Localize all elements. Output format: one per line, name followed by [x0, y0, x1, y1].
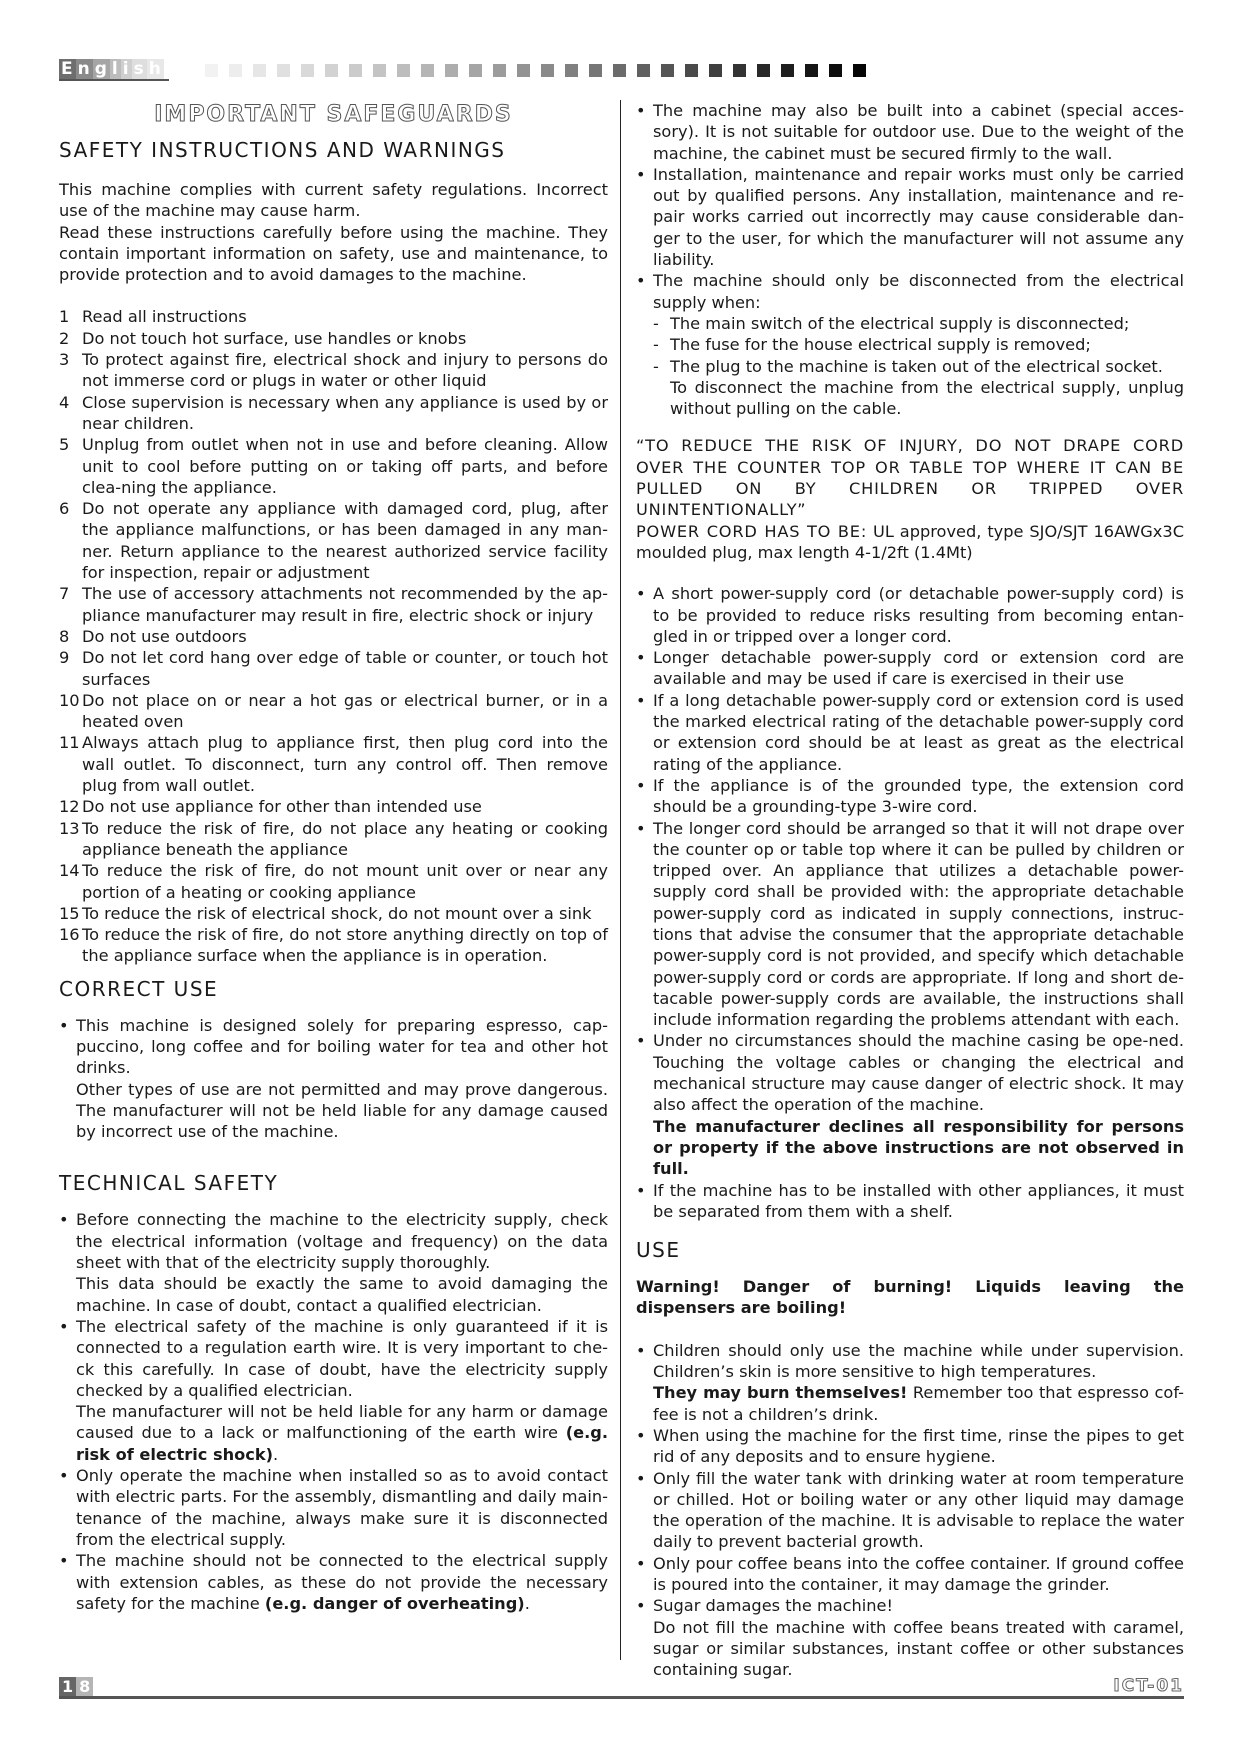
- bullet: •: [59, 1551, 69, 1571]
- item-text: Do not place on or near a hot gas or electrical burner, or in a heated oven: [82, 690, 608, 732]
- dash: -: [653, 335, 659, 355]
- bullet: •: [636, 1468, 646, 1488]
- dash: -: [653, 313, 659, 333]
- bullet: •: [636, 1340, 646, 1360]
- item-number: 12: [59, 797, 80, 817]
- bullet: •: [636, 584, 646, 604]
- item-number: 11: [59, 733, 80, 753]
- header-square: [325, 64, 338, 77]
- bullet: •: [59, 1316, 69, 1336]
- left-column: [59, 100, 608, 1614]
- correct-use-continued: Other types of use are not permitted and may prove dangerous. The manufacturer will not be held liable for any damage caused by incorrect use of the machine.: [76, 1079, 608, 1142]
- cord-text-2: Longer detachable power-supply cord or extension cord are available and may be used if care is exercised in their use: [653, 648, 1184, 689]
- header-square-strip: [205, 64, 866, 77]
- list-item: [59, 626, 608, 647]
- item-text: Always attach plug to appliance first, then plug cord into the wall outlet. To disconnect, turn any control off. Then remove plug from wall outlet.: [82, 733, 608, 796]
- bullet: •: [636, 775, 646, 795]
- use-text-1-continued: [636, 1382, 1184, 1425]
- header-square: [757, 64, 770, 77]
- item-text: The use of accessory attachments not recommended by the ap-pliance manufacturer may result in fire, electric shock or injury: [82, 584, 608, 625]
- list-item: [59, 924, 608, 967]
- use-text-5: Sugar damages the machine!: [653, 1596, 893, 1616]
- item-text: To reduce the risk of fire, do not mount unit over or near any portion of a heating or cooking appliance: [82, 861, 608, 902]
- electric-shock-note: (e.g. risk of electric shock): [76, 1423, 608, 1464]
- item-number: 4: [59, 392, 70, 412]
- use-text-4: Only pour coffee beans into the coffee container. If ground coffee is poured into the container, it may damage the grinder.: [653, 1553, 1184, 1594]
- list-item: [636, 1468, 1184, 1553]
- page-number-digit: 8: [76, 1677, 93, 1697]
- period: .: [273, 1444, 279, 1464]
- list-item: [59, 1316, 608, 1401]
- list-item: [636, 775, 1184, 818]
- correct-use-heading: CORRECT USE: [59, 976, 219, 1001]
- item-text: Read all instructions: [82, 307, 247, 327]
- responsibility-disclaimer: [636, 1116, 1184, 1180]
- list-item: [636, 1180, 1184, 1223]
- extension-cable-text: The machine should not be connected to the electrical supply with extension cables, as these do not provide the necessary safety for the machine: [76, 1551, 608, 1613]
- technical-text-1-continued: This data should be exactly the same to avoid damaging the machine. In case of doubt, contact a qualified electrician.: [76, 1274, 608, 1315]
- header-square: [829, 64, 842, 77]
- list-item: [636, 164, 1184, 270]
- period: .: [524, 1593, 530, 1613]
- model-code: ICT-01: [1113, 1676, 1184, 1696]
- list-item: [636, 1340, 1184, 1383]
- language-underline: [59, 79, 169, 81]
- item-text: Do not use outdoors: [82, 626, 247, 646]
- item-number: 9: [59, 648, 70, 668]
- header-square: [661, 64, 674, 77]
- bullet: •: [636, 1596, 646, 1616]
- installation-text: Installation, maintenance and repair works must only be carried out by qualified persons. Any installation, maintenance and re-pair works carried out incorrectly may cause considerable dan-ger to the user, for which the manufacturer will not assume any liability.: [653, 164, 1184, 270]
- item-text: To reduce the risk of fire, do not store anything directly on top of the appliance surface when the appliance is in operation.: [82, 925, 608, 966]
- dash-text-2: The fuse for the house electrical supply is removed;: [670, 335, 1091, 355]
- technical-safety-heading: TECHNICAL SAFETY: [59, 1171, 279, 1196]
- overheating-note: (e.g. danger of overheating): [264, 1593, 525, 1613]
- bullet: •: [636, 1553, 646, 1573]
- dash-item: [636, 313, 1184, 334]
- header-square: [853, 64, 866, 77]
- item-text: To reduce the risk of electrical shock, do not mount over a sink: [82, 903, 592, 923]
- safety-heading: SAFETY INSTRUCTIONS AND WARNINGS: [59, 138, 506, 162]
- dash-text-3: The plug to the machine is taken out of the electrical socket.: [670, 356, 1163, 376]
- power-cord-text: UL approved, type SJO/SJT 16AWGx3C moulded plug, max length 4-1/2ft (1.4Mt): [636, 521, 1184, 562]
- list-item: [59, 647, 608, 690]
- list-item: [59, 860, 608, 903]
- cord-text-4: If the appliance is of the grounded type, the extension cord should be a grounding-type 3-wire cord.: [653, 775, 1184, 817]
- list-item: [636, 690, 1184, 775]
- correct-use-text: This machine is designed solely for preparing espresso, cap-puccino, long coffee and for boiling water for tea and other hot drinks.: [76, 1015, 608, 1078]
- header-square: [445, 64, 458, 77]
- header-square: [421, 64, 434, 77]
- burning-warning: [636, 1276, 1184, 1319]
- header-square: [517, 64, 530, 77]
- list-item: [636, 647, 1184, 690]
- use-heading: USE: [636, 1238, 681, 1263]
- header-square: [685, 64, 698, 77]
- language-letter: s: [133, 59, 145, 79]
- technical-text-2: The electrical safety of the machine is only guaranteed if it is connected to a regulation earth wire. It is very important to che-ck this carefully. In case of doubt, have the electricity supply checked by a qualified electrician.: [76, 1316, 608, 1400]
- list-item: [636, 818, 1184, 1031]
- language-letter: i: [122, 59, 130, 79]
- safety-instruction-list: [59, 306, 608, 966]
- bullet: •: [636, 1031, 646, 1051]
- header-square: [301, 64, 314, 77]
- language-letter: n: [77, 59, 91, 79]
- dash-item: [636, 334, 1184, 355]
- power-cord-spec: [636, 521, 1184, 564]
- disconnect-text: The machine should only be disconnected from the electrical supply when:: [653, 271, 1184, 312]
- header-square: [709, 64, 722, 77]
- technical-text-4: [76, 1550, 608, 1614]
- list-item: [636, 270, 1184, 313]
- item-number: 1: [59, 307, 70, 327]
- list-item: [636, 1425, 1184, 1468]
- header-square: [277, 64, 290, 77]
- item-number: 13: [59, 818, 80, 838]
- header-square: [565, 64, 578, 77]
- header-square: [613, 64, 626, 77]
- burning-warning-text: Warning! Danger of burning! Liquids leaving the dispensers are boiling!: [636, 1277, 1184, 1318]
- item-number: 14: [59, 861, 80, 881]
- earth-wire-text: The manufacturer will not be held liable for any harm or damage caused due to a lack or malfunctioning of the earth wire: [76, 1402, 608, 1443]
- item-text: To protect against fire, electrical shock and injury to persons do not immerse cord or plugs in water or other liquid: [82, 350, 608, 391]
- item-number: 10: [59, 690, 80, 710]
- header-square: [781, 64, 794, 77]
- burn-warning-bold: They may burn themselves!: [653, 1383, 908, 1403]
- header-square: [493, 64, 506, 77]
- responsibility-bold: The manufacturer declines all responsibility for persons or property if the above instructions are not observed in full.: [653, 1116, 1184, 1179]
- safety-intro-2: Read these instructions carefully before using the machine. They contain important information on safety, use and maintenance, to provide protection and to avoid damages to the machine.: [59, 222, 608, 285]
- item-text: Do not operate any appliance with damaged cord, plug, after the appliance malfunctions, or has been damaged in any man-ner. Return appliance to the nearest authorized service facility for inspection, repair or adjustment: [82, 499, 608, 583]
- list-item: [59, 1209, 608, 1273]
- bullet: •: [636, 1425, 646, 1445]
- list-item: [636, 1595, 1184, 1616]
- list-item: [59, 306, 608, 327]
- bullet: •: [636, 101, 646, 120]
- power-cord-label: POWER CORD HAS TO BE:: [636, 521, 868, 541]
- list-item: [59, 1550, 608, 1614]
- header-square: [589, 64, 602, 77]
- list-item: [636, 100, 1184, 164]
- item-number: 3: [59, 350, 70, 370]
- item-number: 6: [59, 499, 70, 519]
- list-item: [59, 328, 608, 349]
- item-number: 2: [59, 328, 70, 348]
- list-item: [59, 796, 608, 817]
- header-square: [805, 64, 818, 77]
- bullet: •: [636, 818, 646, 838]
- item-text: Do not touch hot surface, use handles or knobs: [82, 328, 467, 348]
- column-divider: [620, 100, 621, 1660]
- header-square: [205, 64, 218, 77]
- list-item: [59, 498, 608, 583]
- cord-text-3: If a long detachable power-supply cord or extension cord is used the marked electrical rating of the detachable power-supply cord or extension cord should be at least as great as the electrical rating of the appliance.: [653, 690, 1184, 774]
- dash: -: [653, 356, 659, 376]
- header-square: [373, 64, 386, 77]
- bullet: •: [636, 690, 646, 710]
- bullet: •: [59, 1210, 69, 1230]
- item-text: To reduce the risk of fire, do not place any heating or cooking appliance beneath the appliance: [82, 818, 608, 859]
- item-number: 8: [59, 626, 70, 646]
- header-square: [469, 64, 482, 77]
- list-item: [59, 732, 608, 796]
- header-square: [253, 64, 266, 77]
- technical-text-1: Before connecting the machine to the electricity supply, check the electrical information (voltage and frequency) on the data sheet with that of the electricity supply thoroughly.: [76, 1210, 608, 1273]
- injury-warning-caps: “TO REDUCE THE RISK OF INJURY, DO NOT DRAPE CORD OVER THE COUNTER TOP OR TABLE TOP WHERE IT CAN BE PULLED ON BY CHILDREN OR TRIPPED OVER UNINTENTIONALLY”: [636, 436, 1184, 520]
- page-number: [59, 1677, 93, 1697]
- espresso-note: Remember too that espresso cof-fee is not a children’s drink.: [653, 1383, 1184, 1424]
- item-number: 7: [59, 584, 70, 604]
- casing-text: Under no circumstances should the machine casing be ope-ned. Touching the voltage cables or changing the electrical and mechanical structure may cause danger of electric shock. It may also affect the operation of the machine.: [653, 1031, 1184, 1115]
- list-item: [59, 818, 608, 861]
- header-square: [637, 64, 650, 77]
- list-item: [59, 903, 608, 924]
- header-square: [397, 64, 410, 77]
- item-text: Do not let cord hang over edge of table or counter, or touch hot surfaces: [82, 648, 608, 689]
- important-safeguards-banner: IMPORTANT SAFEGUARDS: [154, 102, 513, 127]
- bullet: •: [59, 1466, 69, 1486]
- bullet: •: [636, 648, 646, 668]
- language-letter: E: [61, 59, 74, 79]
- item-number: 16: [59, 925, 80, 945]
- dash-text-1: The main switch of the electrical supply is disconnected;: [670, 313, 1130, 333]
- header-square: [541, 64, 554, 77]
- item-number: 15: [59, 903, 80, 923]
- dash-item: [636, 356, 1184, 377]
- list-item: [59, 349, 608, 392]
- list-item: [59, 690, 608, 733]
- use-text-2: When using the machine for the first time, rinse the pipes to get rid of any deposits and to ensure hygiene.: [653, 1425, 1184, 1467]
- item-text: Unplug from outlet when not in use and before cleaning. Allow unit to cool before putting on or taking off parts, and before clea-ning the appliance.: [82, 435, 608, 497]
- list-item: [59, 1015, 608, 1079]
- item-text: Do not use appliance for other than intended use: [82, 797, 482, 817]
- footer-rule: [59, 1696, 1184, 1699]
- header-square: [733, 64, 746, 77]
- language-letter: g: [94, 59, 108, 79]
- language-letter: h: [148, 59, 162, 79]
- item-number: 5: [59, 435, 70, 455]
- right-column: [636, 100, 1184, 1680]
- page-number-digit: 1: [59, 1677, 76, 1697]
- list-item: [636, 1030, 1184, 1115]
- header-square: [229, 64, 242, 77]
- technical-text-3: Only operate the machine when installed so as to avoid contact with electric parts. For the assembly, dismantling and daily main-tenance of the machine, always make sure it is disconnected from the electrical supply.: [76, 1466, 608, 1549]
- bullet: •: [636, 271, 646, 291]
- shelf-text: If the machine has to be installed with other appliances, it must be separated from them with a shelf.: [653, 1180, 1184, 1221]
- technical-text-2-continued: [59, 1401, 608, 1465]
- language-label: [59, 59, 164, 79]
- language-letter: l: [111, 59, 119, 79]
- list-item: [59, 1465, 608, 1550]
- item-text: Close supervision is necessary when any appliance is used by or near children.: [82, 392, 608, 433]
- bullet: •: [636, 1180, 646, 1200]
- bullet: •: [636, 164, 646, 184]
- bullet: •: [59, 1015, 69, 1035]
- cord-text-1: A short power-supply cord (or detachable power-supply cord) is to be provided to reduce risks resulting from becoming entan-gled in or tripped over a longer cord.: [653, 584, 1184, 646]
- list-item: [636, 583, 1184, 647]
- list-item: [59, 434, 608, 498]
- cord-text-5: The longer cord should be arranged so that it will not drape over the counter op or table top where it can be pulled by children or tripped over. An appliance that utilizes a detachable power-supply cord shall be provided with: the appropriate detachable power-supply cord as indicated in supply connections, instruc-tions that advise the consumer that the appropriate detachable power-supply cord is not provided, and specify which detachable power-supply cord or cords are appropriate. If long and short de-tacable power-supply cords are available, the instructions shall include information regarding the problems attendant with each.: [653, 818, 1184, 1030]
- use-text-1: Children should only use the machine while under supervision. Children’s skin is more sensitive to high temperatures.: [653, 1340, 1184, 1382]
- unplug-note: To disconnect the machine from the electrical supply, unplug without pulling on the cable.: [670, 377, 1184, 419]
- use-text-5-continued: Do not fill the machine with coffee beans treated with caramel, sugar or similar substances, instant coffee or other substances containing sugar.: [653, 1617, 1184, 1680]
- use-text-3: Only fill the water tank with drinking water at room temperature or chilled. Hot or boiling water or any other liquid may damage the operation of the machine. It is advisable to replace the water daily to prevent bacterial growth.: [653, 1468, 1184, 1552]
- list-item: [636, 1553, 1184, 1596]
- cabinet-text: The machine may also be built into a cabinet (special acces-sory). It is not suitable for outdoor use. Due to the weight of the machine, the cabinet must be secured firmly to the wall.: [653, 101, 1184, 163]
- list-item: [59, 392, 608, 435]
- list-item: [59, 583, 608, 626]
- safety-intro-1: This machine complies with current safety regulations. Incorrect use of the machine may cause harm.: [59, 180, 608, 221]
- header-square: [349, 64, 362, 77]
